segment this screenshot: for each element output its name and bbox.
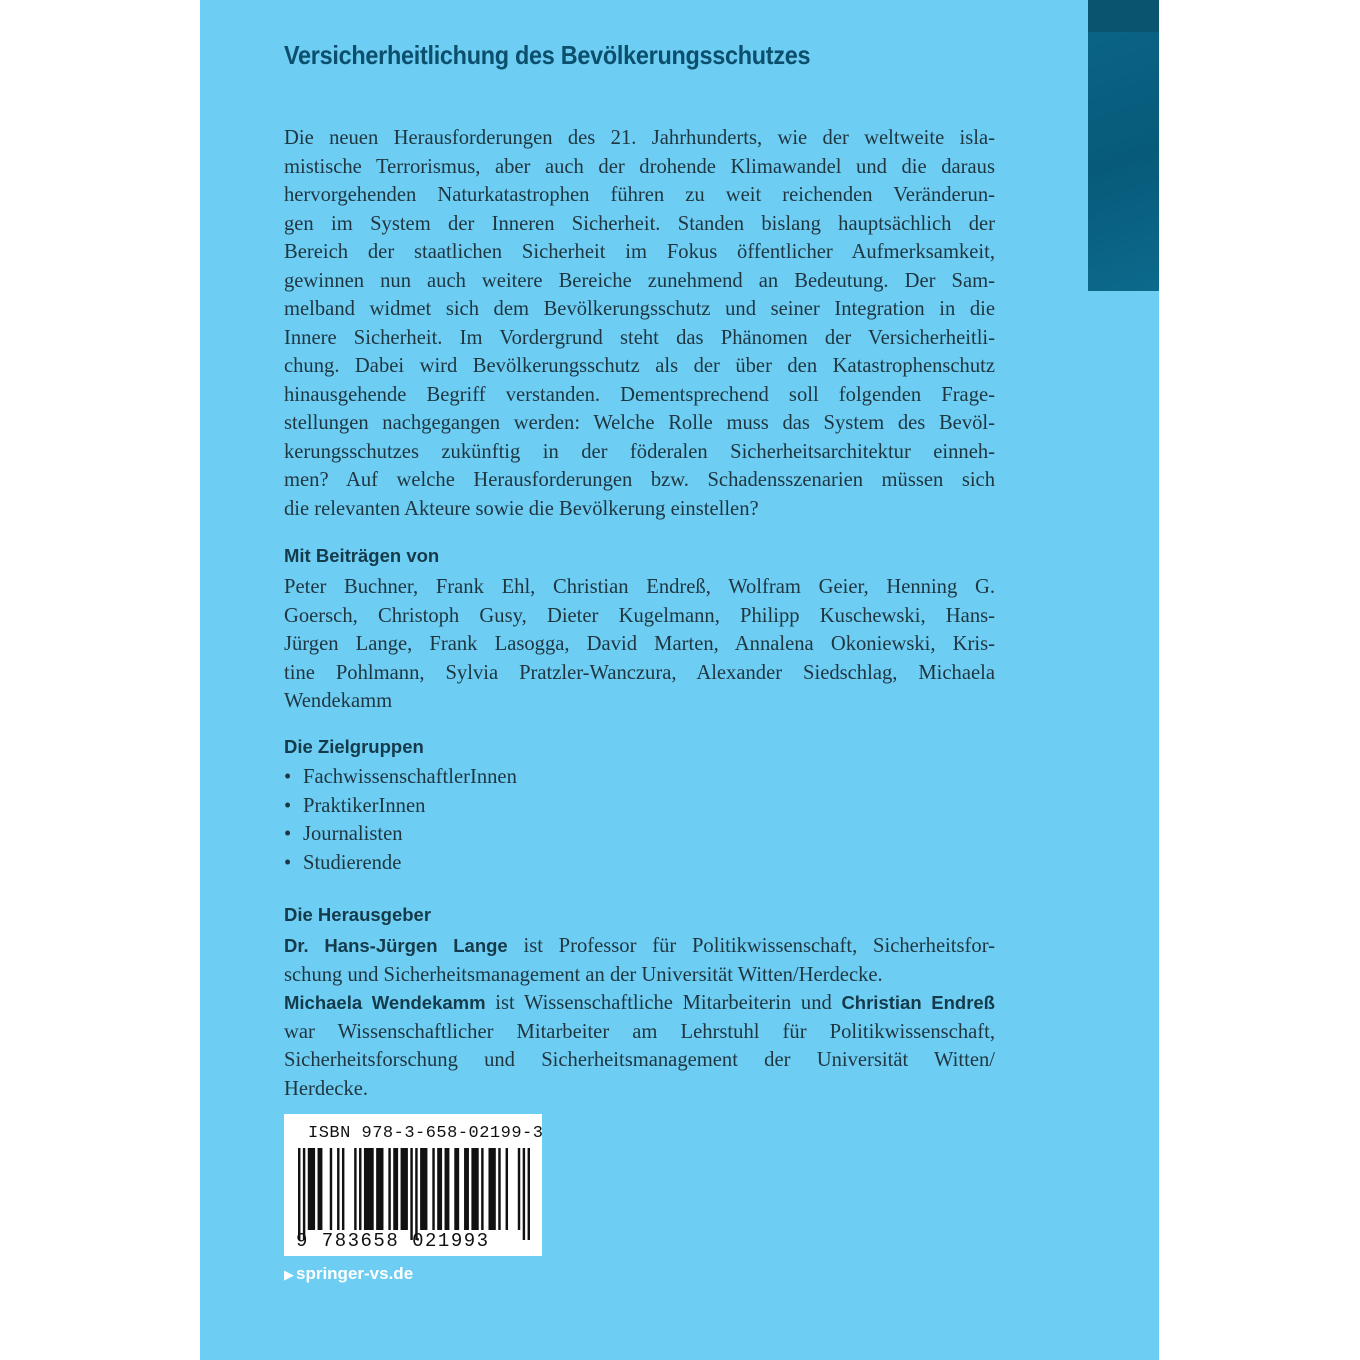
corner-color-tab-strip [1088, 0, 1159, 32]
contributors-line: Peter Buchner, Frank Ehl, Christian Endreß, Wolfram Geier, Henning G. [284, 576, 995, 598]
barcode-bar [481, 1148, 483, 1230]
editors-line: war Wissenschaftlicher Mitarbeiter am Lehrstuhl für Politikwissenschaft, [284, 1020, 995, 1043]
audience-item-label: Studierende [303, 851, 402, 874]
book-title: Versicherheitlichung des Bevölkerungsschutzes [284, 40, 811, 70]
barcode-bar [464, 1148, 469, 1230]
barcode-bar [488, 1148, 495, 1230]
description-line: die relevanten Akteure sowie die Bevölkerung einstellen? [284, 497, 759, 520]
barcode-bar [454, 1148, 459, 1230]
barcode-bar [354, 1148, 356, 1230]
description-line: gen im System der Inneren Sicherheit. Standen bislang hauptsächlich der [284, 212, 995, 235]
editors-line: Sicherheitsforschung und Sicherheitsmanagement der Universität Witten/ [284, 1049, 995, 1071]
barcode-bar [401, 1148, 408, 1230]
barcode-bar [471, 1148, 478, 1230]
editors-line: schung und Sicherheitsmanagement an der Universität Witten/Herdecke. [284, 963, 883, 986]
contributors-line: Jürgen Lange, Frank Lasogga, David Marten, Annalena Okoniewski, Kris- [284, 633, 995, 655]
audience-item-label: PraktikerInnen [303, 794, 426, 817]
barcode-bar [518, 1148, 520, 1230]
arrow-right-icon: ▶ [284, 1267, 294, 1282]
barcode-bar [359, 1148, 361, 1230]
audience-heading: Die Zielgruppen [284, 736, 424, 757]
bullet: • [284, 851, 292, 874]
contributors-line: Goersch, Christoph Gusy, Dieter Kugelmann, Philipp Kuschewski, Hans- [284, 604, 995, 627]
contributors-line: tine Pohlmann, Sylvia Pratzler-Wanczura, Alexander Siedschlag, Michaela [284, 661, 995, 684]
editor-text: ist Wissenschaftliche Mitarbeiterin und [485, 992, 842, 1014]
editor-name: Dr. Hans-Jürgen Lange [284, 935, 508, 956]
barcode-bar [528, 1148, 530, 1240]
barcode-bar [420, 1148, 427, 1230]
website-link[interactable] [284, 1264, 413, 1284]
audience-item-label: FachwissenschaftlerInnen [303, 766, 517, 788]
contributors-heading: Mit Beiträgen von [284, 545, 440, 566]
editors-line: Herdecke. [284, 1077, 369, 1100]
editor-name: Christian Endreß [841, 992, 995, 1013]
audience-item [284, 820, 403, 849]
barcode-bar [308, 1148, 315, 1230]
barcode-bar [393, 1148, 398, 1230]
ean-digits: 9 783658 021993 [296, 1230, 490, 1252]
description-line: melband widmet sich dem Bevölkerungsschutz und seiner Integration in die [284, 298, 995, 320]
barcode-bar [364, 1148, 374, 1230]
corner-color-tab [1088, 0, 1159, 291]
description-line: mistische Terrorismus, aber auch der drohende Klimawandel und die daraus [284, 155, 995, 178]
description-line: men? Auf welche Herausforderungen bzw. Schadensszenarien müssen sich [284, 469, 995, 491]
back-cover [200, 0, 1159, 1360]
isbn-barcode-box [284, 1114, 542, 1256]
barcode-bar [523, 1148, 525, 1240]
barcode [298, 1148, 530, 1240]
barcode-bar [432, 1148, 434, 1230]
barcode-bar [415, 1148, 417, 1240]
description-line: hervorgehenden Naturkatastrophen führen zu weit reichenden Veränderun- [284, 184, 995, 206]
barcode-bar [330, 1148, 332, 1230]
editor-text: ist Professor für Politikwissenschaft, Sicherheitsfor- [507, 935, 995, 957]
description-line: kerungsschutzes zukünftig in der föderalen Sicherheitsarchitektur einneh- [284, 440, 995, 463]
audience-item [284, 792, 425, 821]
barcode-bar [498, 1148, 500, 1230]
description-line: Die neuen Herausforderungen des 21. Jahrhunderts, wie der weltweite isla- [284, 127, 995, 149]
editor-name: Michaela Wendekamm [284, 992, 486, 1013]
barcode-bar [337, 1148, 339, 1230]
bullet: • [284, 823, 292, 845]
audience-item [284, 849, 401, 878]
barcode-bar [342, 1148, 344, 1230]
editors-line [284, 989, 995, 1018]
bullet: • [284, 766, 292, 788]
description-line: Bereich der staatlichen Sicherheit im Fokus öffentlicher Aufmerksamkeit, [284, 241, 995, 263]
barcode-bar [318, 1148, 323, 1230]
editors-heading: Die Herausgeber [284, 904, 432, 925]
description-line: stellungen nachgegangen werden: Welche Rolle muss das System des Bevöl- [284, 412, 995, 434]
editors-line [284, 932, 995, 961]
bullet: • [284, 794, 292, 817]
barcode-bar [506, 1148, 508, 1230]
barcode-bar [298, 1148, 300, 1240]
barcode-bar [388, 1148, 390, 1230]
barcode-bar [445, 1148, 450, 1230]
website-label: springer-vs.de [296, 1264, 414, 1283]
description-line: hinausgehende Begriff verstanden. Dementsprechend soll folgenden Frage- [284, 383, 995, 406]
audience-item-label: Journalisten [303, 823, 403, 845]
barcode-bar [376, 1148, 383, 1230]
audience-item [284, 763, 517, 792]
description-line: chung. Dabei wird Bevölkerungsschutz als der über den Katastrophenschutz [284, 355, 995, 377]
barcode-bar [410, 1148, 412, 1240]
description-line: Innere Sicherheit. Im Vordergrund steht das Phänomen der Versicherheitli- [284, 326, 995, 349]
description-line: gewinnen nun auch weitere Bereiche zunehmend an Bedeutung. Der Sam- [284, 269, 995, 292]
contributors-line: Wendekamm [284, 690, 393, 712]
barcode-bar [437, 1148, 442, 1230]
barcode-bar [303, 1148, 305, 1240]
isbn-number: ISBN 978-3-658-02199-3 [308, 1124, 544, 1143]
